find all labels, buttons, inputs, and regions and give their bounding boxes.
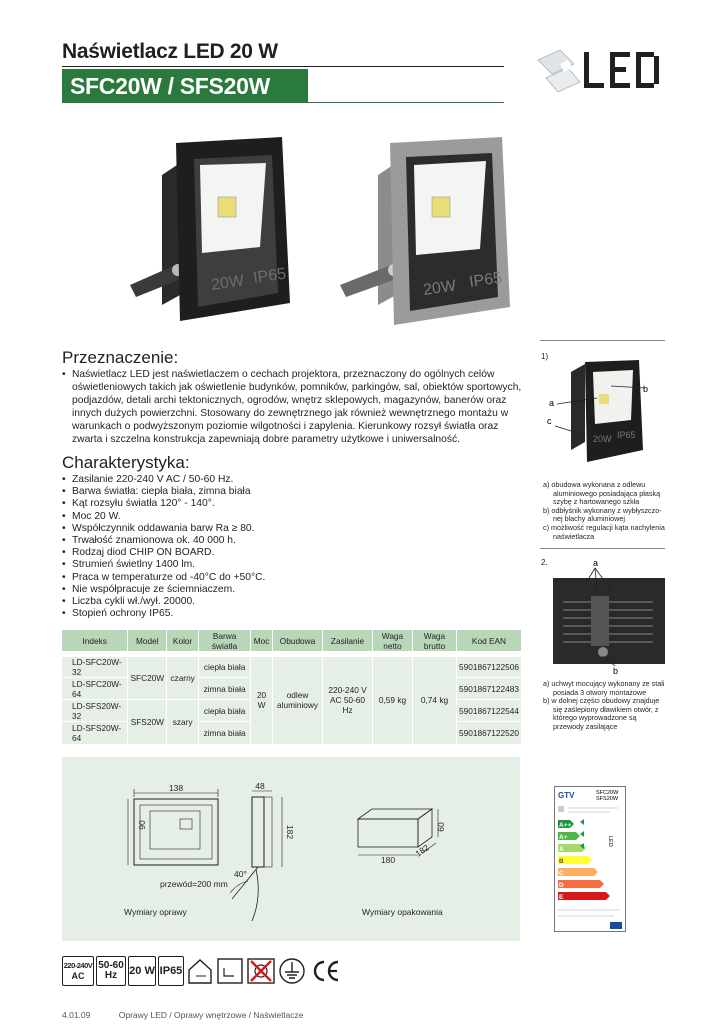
th-light: Barwa światła <box>199 630 251 654</box>
feature-item: • Moc 20 W. <box>62 511 362 523</box>
cell-ean: 5901867122520 <box>457 722 522 744</box>
ip-rating-icon: IP65 <box>158 956 184 986</box>
energy-label <box>554 786 626 932</box>
side-divider <box>540 340 665 341</box>
feature-item: • Kąt rozsyłu światła 120° - 140°. <box>62 498 362 510</box>
footer-breadcrumb: Oprawy LED / Oprawy wnętrzowe / Naświetlacze <box>118 1010 304 1020</box>
product-photo-black <box>120 135 300 335</box>
th-color: Kolor <box>167 630 199 654</box>
cell-color: szary <box>167 700 199 744</box>
th-model: Model <box>128 630 167 654</box>
voltage-top: 220-240V <box>63 961 93 970</box>
cell-ean: 5901867122544 <box>457 700 522 722</box>
cell-model: SFS20W <box>128 700 167 744</box>
footer <box>62 1010 303 1020</box>
table-row <box>62 654 522 678</box>
photo-label-ip-grey: IP65 <box>468 269 504 291</box>
feature-item: • Współczynnik oddawania barw Ra ≥ 80. <box>62 523 362 535</box>
energy-model2: SFS20W <box>596 796 619 802</box>
cell-color: czarny <box>167 654 199 700</box>
th-net: Waga netto <box>373 630 413 654</box>
energy-led: LED <box>607 836 613 847</box>
page-number: 4.01.09 <box>62 1010 91 1020</box>
photo-label-power-grey: 20W <box>422 277 458 299</box>
mounting-surface-icon <box>216 956 244 986</box>
side1-label-ip: IP65 <box>617 430 636 440</box>
table-header-row <box>62 630 522 654</box>
cell-index: LD-SFC20W-32 <box>62 654 128 678</box>
dim-box-depth: 182 <box>413 842 431 859</box>
energy-brand: GTV <box>558 791 575 800</box>
side1-notes <box>543 481 665 541</box>
feature-item: • Zasilanie 220-240 V AC / 50-60 Hz. <box>62 474 362 486</box>
no-dimmer-icon <box>246 956 276 986</box>
feature-item: • Trwałość znamionowa ok. 40 000 h. <box>62 535 362 547</box>
indoor-use-icon <box>186 956 214 986</box>
side2-note: b) w dolnej części obudowy znajduje się zaślepiony dławikiem otwór, z którego wyprowadzone są przewody zasilające <box>543 696 660 731</box>
side2-b: b <box>613 666 619 676</box>
th-gross: Waga brutto <box>412 630 456 654</box>
title-divider <box>62 66 504 67</box>
frequency-bottom: Hz <box>104 970 118 981</box>
dim-cable: przewód=200 mm <box>160 879 228 889</box>
th-supply: Zasilanie <box>323 630 373 654</box>
cell-net: 0,59 kg <box>373 654 413 744</box>
side1-b: b <box>643 384 649 394</box>
th-power: Moc <box>251 630 273 654</box>
product-photo-grey <box>330 135 520 335</box>
energy-class: A <box>559 846 564 853</box>
feature-item: • Strumień świetlny 1400 lm. <box>62 559 362 571</box>
cell-ean: 5901867122506 <box>457 654 522 678</box>
power-icon: 20 W <box>128 956 156 986</box>
dim-width: 138 <box>168 783 184 793</box>
dim-height-2: 182 <box>285 824 295 840</box>
purpose-text <box>62 368 522 446</box>
side2-number: 2. <box>541 558 548 567</box>
feature-item: • Barwa światła: ciepła biała, zimna biała <box>62 486 362 498</box>
model-banner: SFC20W / SFS20W <box>62 69 308 103</box>
side1-number: 1) <box>541 352 549 361</box>
photo-label-power: 20W <box>210 272 246 294</box>
energy-class: A+ <box>559 834 568 841</box>
cell-gross: 0,74 kg <box>412 654 456 744</box>
page-title: Naświetlacz LED 20 W <box>62 40 278 63</box>
cell-light: ciepła biała <box>199 700 251 722</box>
ce-mark-icon <box>310 956 342 986</box>
energy-class: B <box>559 858 564 865</box>
voltage-icon <box>62 956 94 986</box>
energy-class: A++ <box>559 822 572 829</box>
side1-photo <box>541 358 665 474</box>
side1-note: a) obudowa wykonana z odlewu aluminiowego posiadająca płaską szybę z hartowanego szkła <box>543 480 661 507</box>
side1-c: c <box>547 416 552 426</box>
cell-light: zimna biała <box>199 722 251 744</box>
cell-model: SFC20W <box>128 654 167 700</box>
model-divider <box>308 102 504 103</box>
cell-power: 20 W <box>251 654 273 744</box>
energy-class: D <box>559 882 564 889</box>
dim-height: 90 <box>137 820 147 830</box>
features-heading: Charakterystyka: <box>62 453 190 472</box>
ground-icon <box>278 956 306 986</box>
cell-light: zimna biała <box>199 678 251 700</box>
voltage-bottom: AC <box>71 971 85 981</box>
side2-note: a) uchwyt mocujący wykonany ze stali posiada 3 otwory montażowe <box>543 679 665 697</box>
side1-label-power: 20W <box>593 434 612 444</box>
side-divider-2 <box>540 548 665 549</box>
purpose-paragraph: • Naświetlacz LED jest naświetlaczem o cechach projektora, przeznaczony do ogólnych celów oświetleniowych takich jak oświetlenie budynków, pomników, parkingów, sal, obiektów sportowych, podjazdów, detali archi tektonicznych, ogrodów, wnętrz sklepowych, magazynów, banerów oraz innych dużych powierzchni. Stosowany do zewnętrznego jak również wewnętrznego montażu w warunkach o podwyższonym poziomie wilgotności i zapylenia. Kierunkowy rozsył światła oraz zwarta i szczelna konstrukcja zapewniają dobre parametry użytkowe i uniwersalność. <box>62 368 522 446</box>
cell-ean: 5901867122483 <box>457 678 522 700</box>
side2-a: a <box>593 558 599 568</box>
th-housing: Obudowa <box>273 630 323 654</box>
th-ean: Kod EAN <box>457 630 522 654</box>
feature-item: • Liczba cykli wł./wył. 20000. <box>62 596 362 608</box>
feature-item: • Stopień ochrony IP65. <box>62 608 362 620</box>
dim-box-height: 60 <box>436 822 446 832</box>
side2-notes <box>543 680 665 732</box>
side1-note: c) możliwość regulacji kąta nachylenia naświetlacza <box>543 522 665 541</box>
dim-depth: 48 <box>255 781 265 791</box>
caption-box: Wymiary opakowania <box>362 907 443 917</box>
cell-index: LD-SFS20W-64 <box>62 722 128 744</box>
caption-fixture: Wymiary oprawy <box>124 907 187 917</box>
purpose-heading: Przeznaczenie: <box>62 348 179 367</box>
features-list <box>62 474 362 620</box>
cell-light: ciepła biała <box>199 654 251 678</box>
energy-model1: SFC20W <box>596 790 619 796</box>
spec-table <box>62 630 522 744</box>
side2-photo <box>541 556 665 676</box>
cell-supply: 220-240 V AC 50-60 Hz <box>323 654 373 744</box>
dimensions-panel <box>62 757 520 941</box>
feature-item: • Nie współpracuje ze ściemniaczem. <box>62 584 362 596</box>
side1-note: b) odbłyśnik wykonany z wybłyszczo- nej blachy aluminiowej <box>543 505 662 524</box>
cell-index: LD-SFS20W-32 <box>62 700 128 722</box>
frequency-icon <box>96 956 126 986</box>
dim-box-width: 180 <box>380 855 396 865</box>
led-logo <box>534 38 664 98</box>
th-index: Indeks <box>62 630 128 654</box>
energy-class: E <box>559 894 564 901</box>
photo-label-ip: IP65 <box>252 265 288 287</box>
side1-a: a <box>549 398 555 408</box>
feature-item: • Rodzaj diod CHIP ON BOARD. <box>62 547 362 559</box>
cell-housing: odlew aluminiowy <box>273 654 323 744</box>
cell-index: LD-SFC20W-64 <box>62 678 128 700</box>
dim-angle: 40° <box>234 869 247 879</box>
frequency-top: 50-60 <box>98 960 124 971</box>
energy-class: C <box>559 870 564 877</box>
feature-item: • Praca w temperaturze od -40°C do +50°C. <box>62 572 362 584</box>
